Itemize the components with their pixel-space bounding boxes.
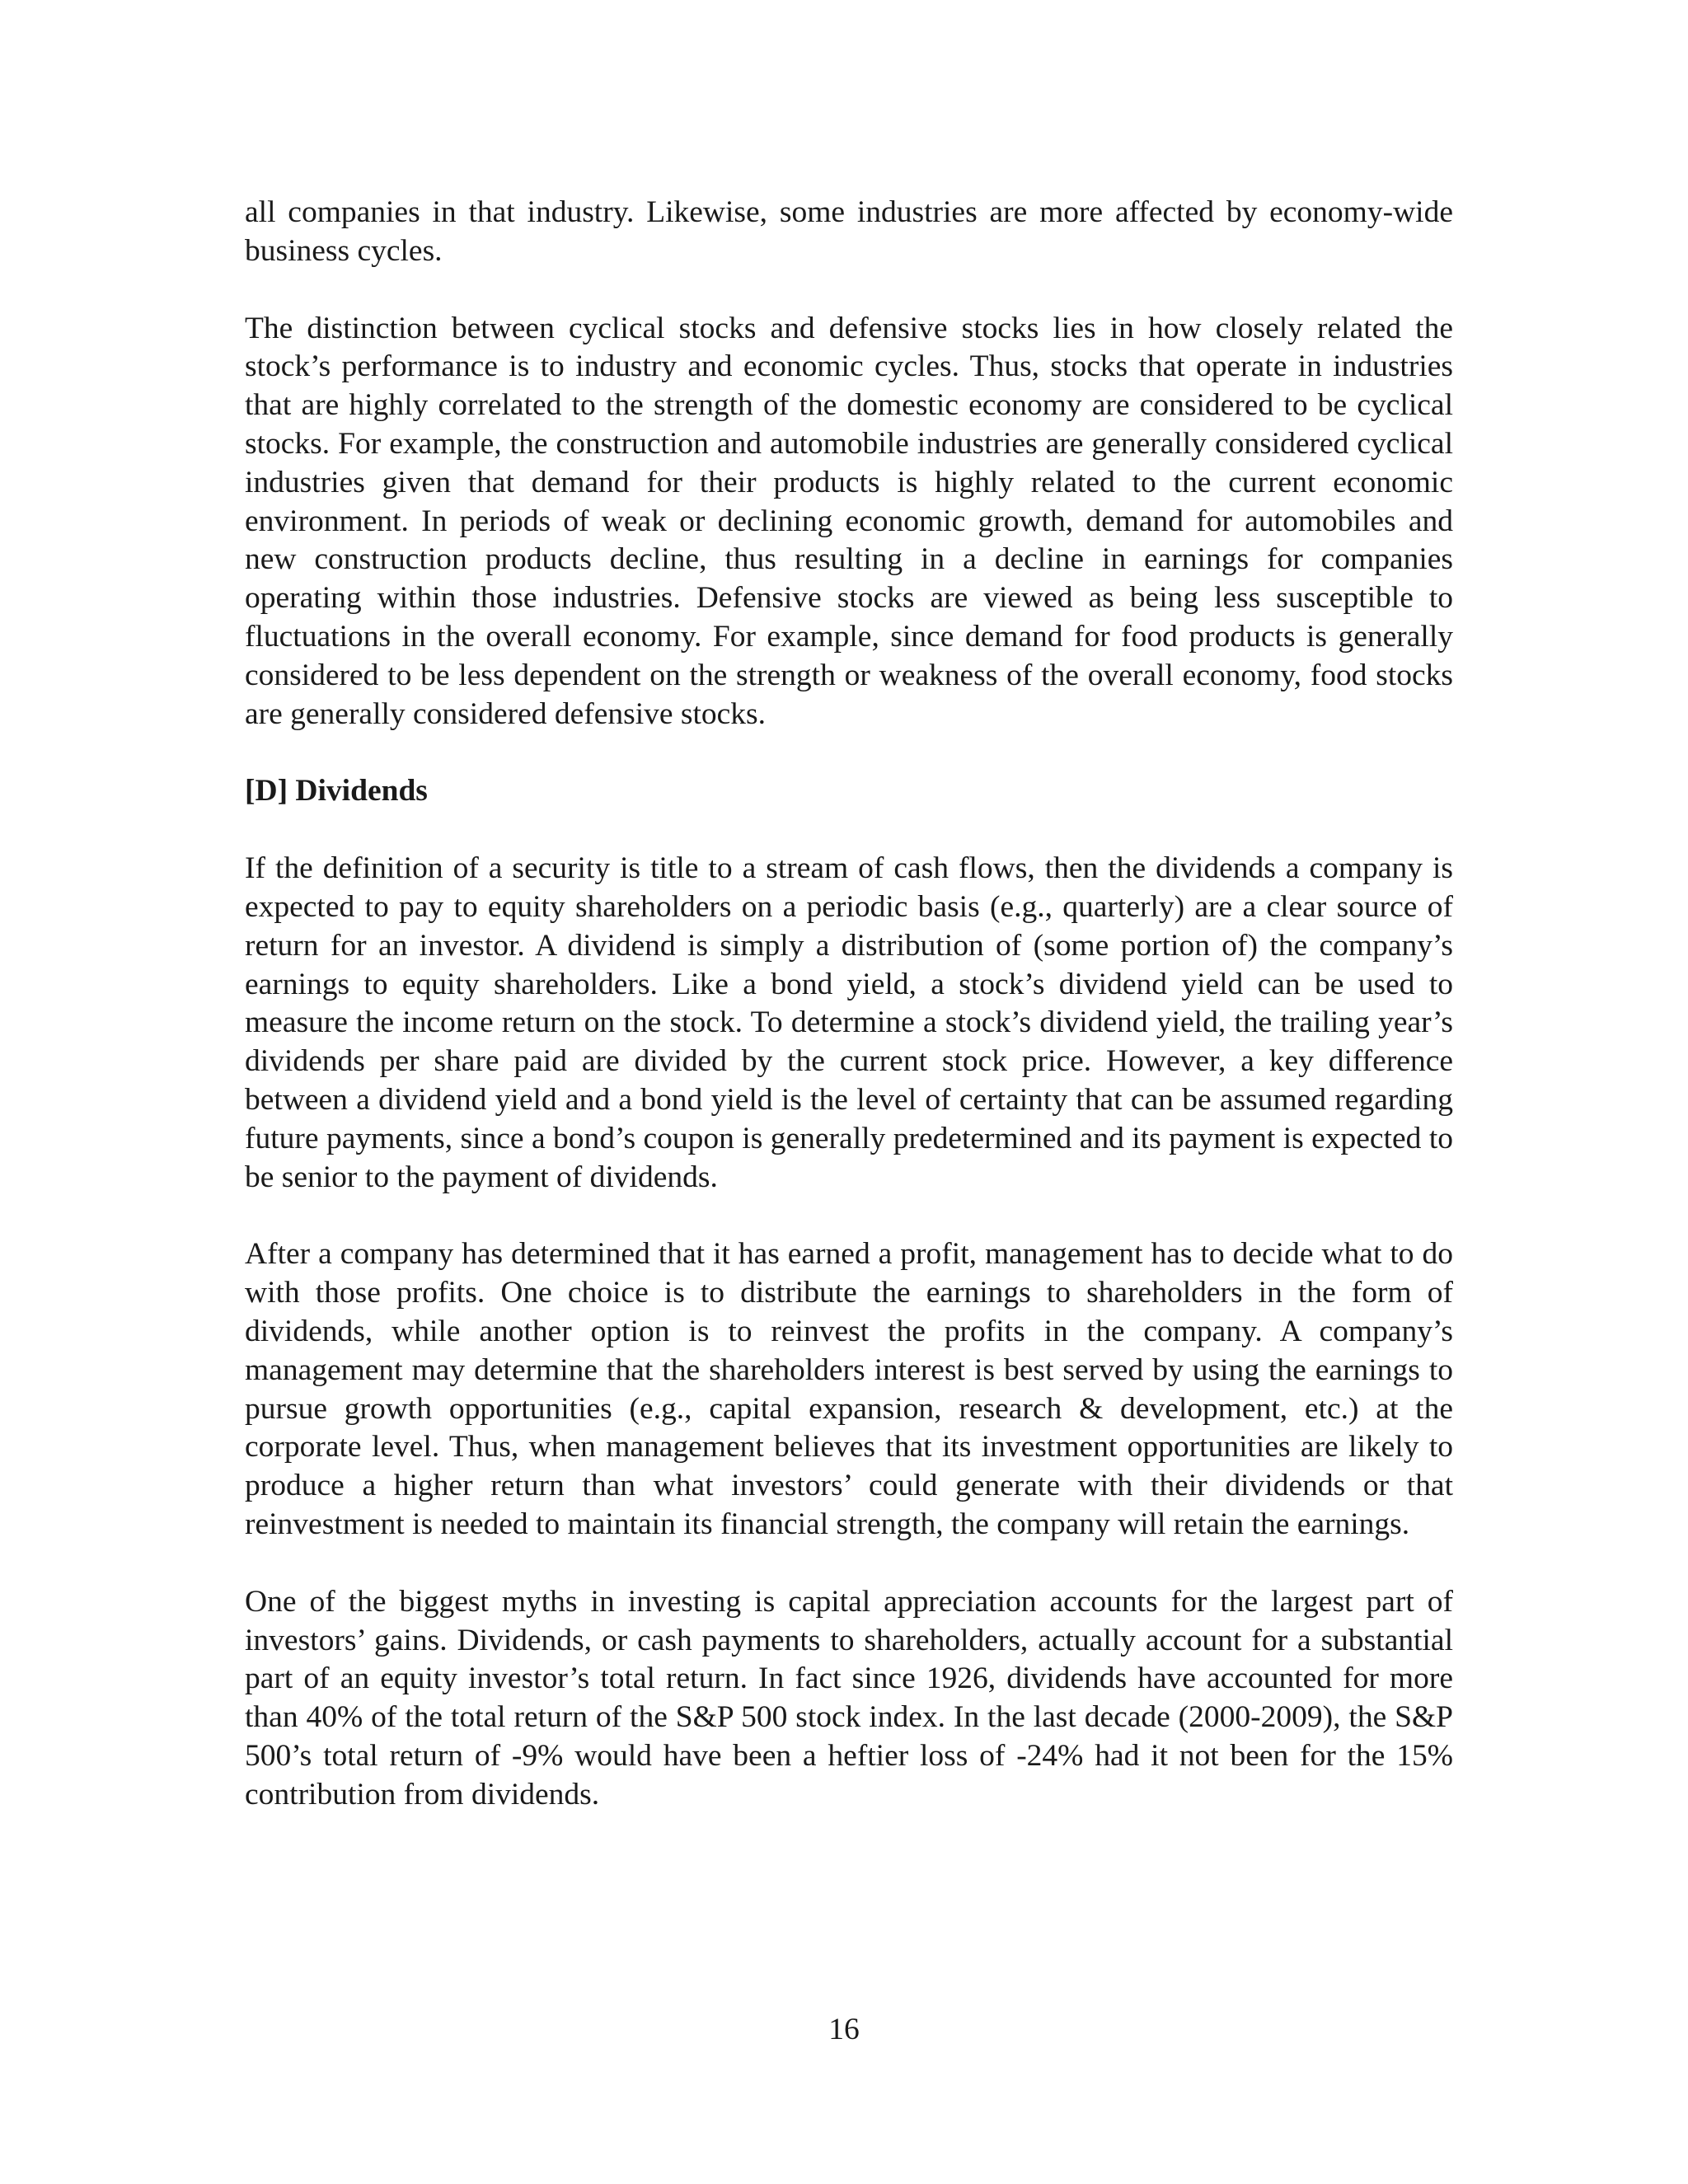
paragraph-spacer [245, 1544, 1453, 1583]
paragraph-cyclical-defensive: The distinction between cyclical stocks and defensive stocks lies in how closely related the stock’s performance is to industry and economic cycles. Thus, stocks that operate in industries that are highly correlated to the strength of the domestic economy are considered to be cyclical stocks. For example, the construction and automobile industries are generally considered cyclical industries given that demand for their products is highly related to the current economic environment. In periods of weak or declining economic growth, demand for automobiles and new construction products decline, thus resulting in a decline in earnings for companies operating within those industries. Defensive stocks are viewed as being less susceptible to fluctuations in the overall economy. For example, since demand for food products is generally considered to be less dependent on the strength or weakness of the overall economy, food stocks are generally considered defensive stocks. [245, 311, 1453, 731]
page-body [245, 194, 1453, 1814]
paragraph-industry-cycles: all companies in that industry. Likewise, some industries are more affected by economy-wide business cycles. [245, 195, 1453, 268]
paragraph-profit-decision: After a company has determined that it has earned a profit, management has to decide what to do with those profits. One choice is to distribute the earnings to shareholders in the form of dividends, while another option is to reinvest the profits in the company. A company’s management may determine that the shareholders interest is best served by using the earnings to pursue growth opportunities (e.g., capital expansion, research & development, etc.) at the corporate level. Thus, when management believes that its investment opportunities are likely to produce a higher return than what investors’ could generate with their dividends or that reinvestment is needed to maintain its financial strength, the company will retain the earnings. [245, 1237, 1453, 1541]
section-heading-dividends: [D] Dividends [245, 774, 428, 808]
page-number: 16 [828, 2013, 860, 2046]
paragraph-spacer [245, 733, 1453, 772]
paragraph-spacer [245, 271, 1453, 310]
paragraph-spacer [245, 811, 1453, 850]
paragraph-dividend-definition: If the definition of a security is title to a stream of cash flows, then the dividends a company is expected to pay to equity shareholders on a periodic basis (e.g., quarterly) are a clear source of return for an investor. A dividend is simply a distribution of (some portion of) the company’s earnings to equity shareholders. Like a bond yield, a stock’s dividend yield can be used to measure the income return on the stock. To determine a stock’s dividend yield, the trailing year’s dividends per share paid are divided by the current stock price. However, a key difference between a dividend yield and a bond yield is the level of certainty that can be assumed regarding future payments, since a bond’s coupon is generally predetermined and its payment is expected to be senior to the payment of dividends. [245, 851, 1453, 1194]
paragraph-spacer [245, 1197, 1453, 1235]
paragraph-dividend-myths: One of the biggest myths in investing is capital appreciation accounts for the largest part of investors’ gains. Dividends, or cash payments to shareholders, actually account for a substantial part of an equity investor’s total return. In fact since 1926, dividends have accounted for more than 40% of the total return of the S&P 500 stock index. In the last decade (2000-2009), the S&P 500’s total return of -9% would have been a heftier loss of -24% had it not been for the 15% contribution from dividends. [245, 1584, 1453, 1811]
